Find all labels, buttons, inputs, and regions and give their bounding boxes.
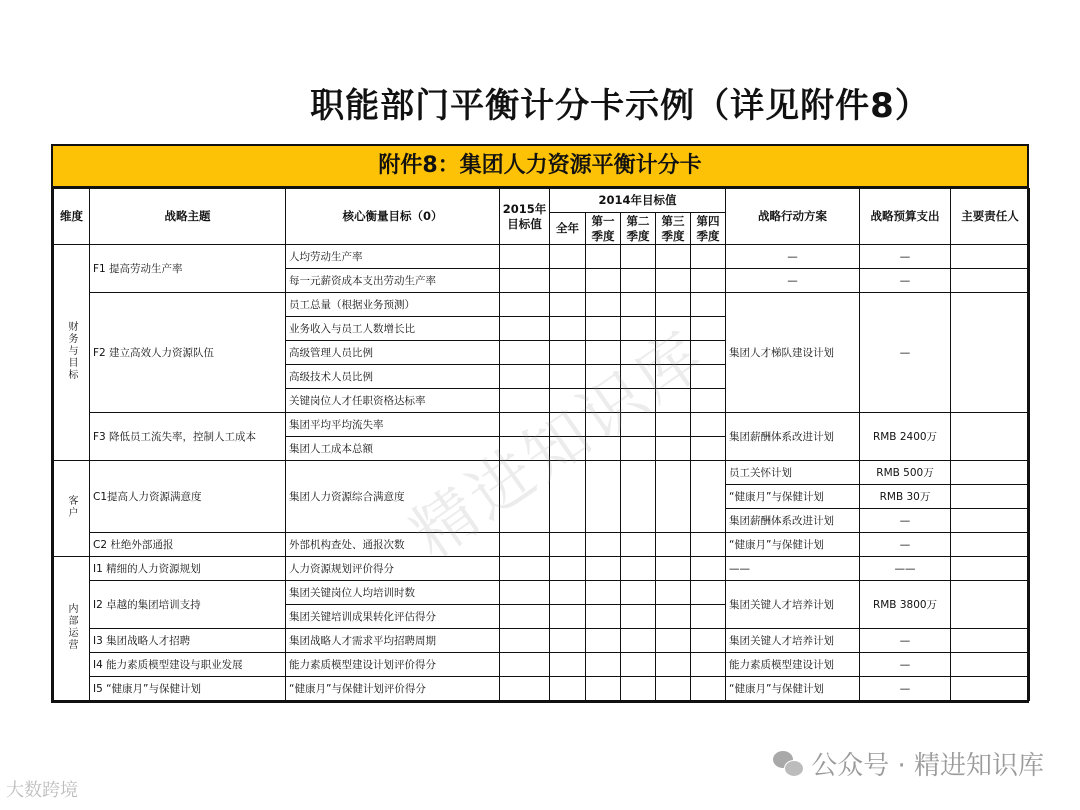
value-cell[interactable] [586, 245, 621, 269]
value-cell[interactable] [621, 533, 656, 557]
value-cell[interactable] [550, 581, 586, 605]
theme-cell: F1 提高劳动生产率 [90, 245, 286, 293]
owner-cell[interactable] [951, 245, 1030, 269]
table-row [54, 245, 1030, 269]
value-cell[interactable] [500, 269, 550, 293]
value-cell[interactable] [586, 341, 621, 365]
dimension-label: 客户 [66, 495, 77, 519]
value-cell[interactable] [621, 605, 656, 629]
value-cell[interactable] [586, 557, 621, 581]
value-cell[interactable] [621, 341, 656, 365]
owner-cell[interactable] [951, 677, 1030, 701]
action-cell: —— [726, 557, 860, 581]
value-cell[interactable] [656, 269, 691, 293]
value-cell[interactable] [500, 245, 550, 269]
scorecard-table [53, 188, 1030, 701]
value-cell[interactable] [621, 269, 656, 293]
owner-cell[interactable] [951, 485, 1030, 509]
action-cell: 集团薪酬体系改进计划 [726, 509, 860, 533]
budget-cell: — [860, 509, 951, 533]
theme-cell: I3 集团战略人才招聘 [90, 629, 286, 653]
owner-cell[interactable] [951, 461, 1030, 485]
dimension-label: 财务与目标 [66, 321, 77, 381]
owner-cell[interactable] [951, 293, 1030, 413]
theme-cell: C2 杜绝外部通报 [90, 533, 286, 557]
header-budget: 战略预算支出 [860, 189, 951, 245]
action-cell: — [726, 245, 860, 269]
value-cell[interactable] [656, 533, 691, 557]
header-target-2014: 2014年目标值 [550, 189, 726, 213]
measure-cell: 集团关键培训成果转化评估得分 [286, 605, 500, 629]
value-cell[interactable] [691, 245, 726, 269]
value-cell[interactable] [586, 437, 621, 461]
header-q4: 第四季度 [691, 213, 726, 245]
value-cell[interactable] [691, 269, 726, 293]
header-q2: 第二季度 [621, 213, 656, 245]
value-cell[interactable] [691, 653, 726, 677]
table-row [54, 629, 1030, 653]
measure-cell: 集团人力资源综合满意度 [286, 461, 500, 533]
page-title: 职能部门平衡计分卡示例（详见附件8） [310, 86, 930, 126]
value-cell[interactable] [621, 629, 656, 653]
measure-cell: 每一元薪资成本支出劳动生产率 [286, 269, 500, 293]
value-cell[interactable] [656, 293, 691, 317]
footer-left-brand: 大数跨境 [6, 780, 78, 801]
value-cell[interactable] [586, 677, 621, 701]
value-cell[interactable] [550, 533, 586, 557]
value-cell[interactable] [500, 557, 550, 581]
value-cell[interactable] [550, 629, 586, 653]
value-cell[interactable] [550, 557, 586, 581]
action-cell: “健康月”与保健计划 [726, 533, 860, 557]
action-cell: 能力素质模型建设计划 [726, 653, 860, 677]
measure-cell: 集团平均平均流失率 [286, 413, 500, 437]
header-dimension: 维度 [54, 189, 90, 245]
card-title: 附件8：集团人力资源平衡计分卡 [53, 146, 1027, 188]
value-cell[interactable] [691, 557, 726, 581]
theme-cell: F2 建立高效人力资源队伍 [90, 293, 286, 413]
table-row [54, 653, 1030, 677]
value-cell[interactable] [500, 293, 550, 317]
value-cell[interactable] [550, 269, 586, 293]
budget-cell: — [860, 245, 951, 269]
value-cell[interactable] [500, 365, 550, 389]
table-row [54, 581, 1030, 605]
dimension-cell [54, 461, 90, 557]
value-cell[interactable] [691, 677, 726, 701]
value-cell[interactable] [621, 293, 656, 317]
value-cell[interactable] [621, 365, 656, 389]
value-cell[interactable] [656, 437, 691, 461]
watermark-text: 精进知识库 [398, 317, 720, 573]
value-cell[interactable] [500, 533, 550, 557]
budget-cell: RMB 30万 [860, 485, 951, 509]
table-row [54, 677, 1030, 701]
value-cell[interactable] [656, 389, 691, 413]
value-cell[interactable] [656, 629, 691, 653]
scorecard-card [51, 144, 1029, 703]
value-cell[interactable] [550, 677, 586, 701]
value-cell[interactable] [586, 365, 621, 389]
theme-cell: I1 精细的人力资源规划 [90, 557, 286, 581]
value-cell[interactable] [621, 245, 656, 269]
theme-cell: I2 卓越的集团培训支持 [90, 581, 286, 629]
value-cell[interactable] [500, 389, 550, 413]
value-cell[interactable] [500, 605, 550, 629]
measure-cell: 业务收入与员工人数增长比 [286, 317, 500, 341]
value-cell[interactable] [621, 557, 656, 581]
header-row [54, 189, 1030, 213]
value-cell[interactable] [500, 437, 550, 461]
value-cell[interactable] [550, 293, 586, 317]
value-cell[interactable] [691, 413, 726, 437]
value-cell[interactable] [550, 461, 586, 533]
budget-cell: RMB 3800万 [860, 581, 951, 629]
budget-cell: — [860, 677, 951, 701]
budget-cell: — [860, 293, 951, 413]
value-cell[interactable] [500, 581, 550, 605]
dimension-label: 内部运营 [66, 603, 77, 651]
header-target-2015: 2015年目标值 [500, 189, 550, 245]
owner-cell[interactable] [951, 533, 1030, 557]
value-cell[interactable] [621, 461, 656, 533]
header-q3: 第三季度 [656, 213, 691, 245]
budget-cell: — [860, 653, 951, 677]
action-cell: 集团薪酬体系改进计划 [726, 413, 860, 461]
table-row [54, 461, 1030, 485]
measure-cell: 集团战略人才需求平均招聘周期 [286, 629, 500, 653]
owner-cell[interactable] [951, 557, 1030, 581]
value-cell[interactable] [656, 605, 691, 629]
dimension-cell [54, 245, 90, 461]
value-cell[interactable] [500, 317, 550, 341]
value-cell[interactable] [691, 317, 726, 341]
action-cell: “健康月”与保健计划 [726, 485, 860, 509]
theme-cell: I5 “健康月”与保健计划 [90, 677, 286, 701]
value-cell[interactable] [656, 245, 691, 269]
header-owner: 主要责任人 [951, 189, 1030, 245]
value-cell[interactable] [691, 605, 726, 629]
value-cell[interactable] [656, 557, 691, 581]
budget-cell: RMB 500万 [860, 461, 951, 485]
value-cell[interactable] [621, 389, 656, 413]
value-cell[interactable] [691, 341, 726, 365]
measure-cell: 人均劳动生产率 [286, 245, 500, 269]
value-cell[interactable] [691, 461, 726, 533]
value-cell[interactable] [621, 581, 656, 605]
value-cell[interactable] [621, 437, 656, 461]
value-cell[interactable] [656, 581, 691, 605]
value-cell[interactable] [550, 317, 586, 341]
value-cell[interactable] [586, 581, 621, 605]
measure-cell: 集团人工成本总额 [286, 437, 500, 461]
value-cell[interactable] [691, 581, 726, 605]
value-cell[interactable] [550, 605, 586, 629]
value-cell[interactable] [550, 341, 586, 365]
value-cell[interactable] [621, 317, 656, 341]
value-cell[interactable] [691, 389, 726, 413]
value-cell[interactable] [691, 365, 726, 389]
owner-cell[interactable] [951, 509, 1030, 533]
table-row [54, 413, 1030, 437]
value-cell[interactable] [586, 533, 621, 557]
table-row [54, 293, 1030, 317]
theme-cell: C1提高人力资源满意度 [90, 461, 286, 533]
header-action-plan: 战略行动方案 [726, 189, 860, 245]
value-cell[interactable] [656, 461, 691, 533]
header-theme: 战略主题 [90, 189, 286, 245]
value-cell[interactable] [500, 629, 550, 653]
value-cell[interactable] [691, 293, 726, 317]
action-cell: “健康月”与保健计划 [726, 677, 860, 701]
theme-cell: I4 能力素质模型建设与职业发展 [90, 653, 286, 677]
owner-cell[interactable] [951, 413, 1030, 461]
value-cell[interactable] [550, 653, 586, 677]
measure-cell: 外部机构查处、通报次数 [286, 533, 500, 557]
action-cell: 集团关键人才培养计划 [726, 581, 860, 629]
action-cell: 集团关键人才培养计划 [726, 629, 860, 653]
value-cell[interactable] [691, 629, 726, 653]
value-cell[interactable] [621, 413, 656, 437]
budget-cell: — [860, 533, 951, 557]
value-cell[interactable] [656, 653, 691, 677]
action-cell: — [726, 269, 860, 293]
value-cell[interactable] [586, 653, 621, 677]
header-measure: 核心衡量目标（0） [286, 189, 500, 245]
measure-cell: 关键岗位人才任职资格达标率 [286, 389, 500, 413]
value-cell[interactable] [691, 437, 726, 461]
value-cell[interactable] [586, 317, 621, 341]
value-cell[interactable] [550, 437, 586, 461]
value-cell[interactable] [656, 341, 691, 365]
value-cell[interactable] [656, 317, 691, 341]
wechat-icon [773, 751, 803, 777]
budget-cell: — [860, 629, 951, 653]
value-cell[interactable] [550, 413, 586, 437]
header-full-year: 全年 [550, 213, 586, 245]
value-cell[interactable] [656, 413, 691, 437]
value-cell[interactable] [656, 365, 691, 389]
value-cell[interactable] [621, 653, 656, 677]
value-cell[interactable] [550, 389, 586, 413]
owner-cell[interactable] [951, 581, 1030, 629]
action-cell: 员工关怀计划 [726, 461, 860, 485]
value-cell[interactable] [586, 269, 621, 293]
owner-cell[interactable] [951, 629, 1030, 653]
measure-cell: “健康月”与保健计划评价得分 [286, 677, 500, 701]
value-cell[interactable] [586, 413, 621, 437]
footer-right-brand: 公众号 · 精进知识库 [811, 751, 1044, 781]
measure-cell: 人力资源规划评价得分 [286, 557, 500, 581]
value-cell[interactable] [586, 605, 621, 629]
table-row [54, 557, 1030, 581]
measure-cell: 员工总量（根据业务预测） [286, 293, 500, 317]
budget-cell: —— [860, 557, 951, 581]
value-cell[interactable] [586, 293, 621, 317]
owner-cell[interactable] [951, 653, 1030, 677]
value-cell[interactable] [500, 461, 550, 533]
value-cell[interactable] [586, 389, 621, 413]
value-cell[interactable] [586, 629, 621, 653]
owner-cell[interactable] [951, 269, 1030, 293]
dimension-cell [54, 557, 90, 701]
value-cell[interactable] [500, 341, 550, 365]
value-cell[interactable] [500, 677, 550, 701]
value-cell[interactable] [621, 677, 656, 701]
value-cell[interactable] [500, 413, 550, 437]
measure-cell: 高级技术人员比例 [286, 365, 500, 389]
value-cell[interactable] [586, 461, 621, 533]
action-cell: 集团人才梯队建设计划 [726, 293, 860, 413]
budget-cell: — [860, 269, 951, 293]
value-cell[interactable] [550, 365, 586, 389]
value-cell[interactable] [656, 677, 691, 701]
measure-cell: 高级管理人员比例 [286, 341, 500, 365]
measure-cell: 集团关键岗位人均培训时数 [286, 581, 500, 605]
measure-cell: 能力素质模型建设计划评价得分 [286, 653, 500, 677]
theme-cell: F3 降低员工流失率，控制人工成本 [90, 413, 286, 461]
value-cell[interactable] [691, 533, 726, 557]
value-cell[interactable] [550, 245, 586, 269]
header-q1: 第一季度 [586, 213, 621, 245]
table-row [54, 533, 1030, 557]
budget-cell: RMB 2400万 [860, 413, 951, 461]
value-cell[interactable] [500, 653, 550, 677]
footer-right [773, 745, 1044, 782]
